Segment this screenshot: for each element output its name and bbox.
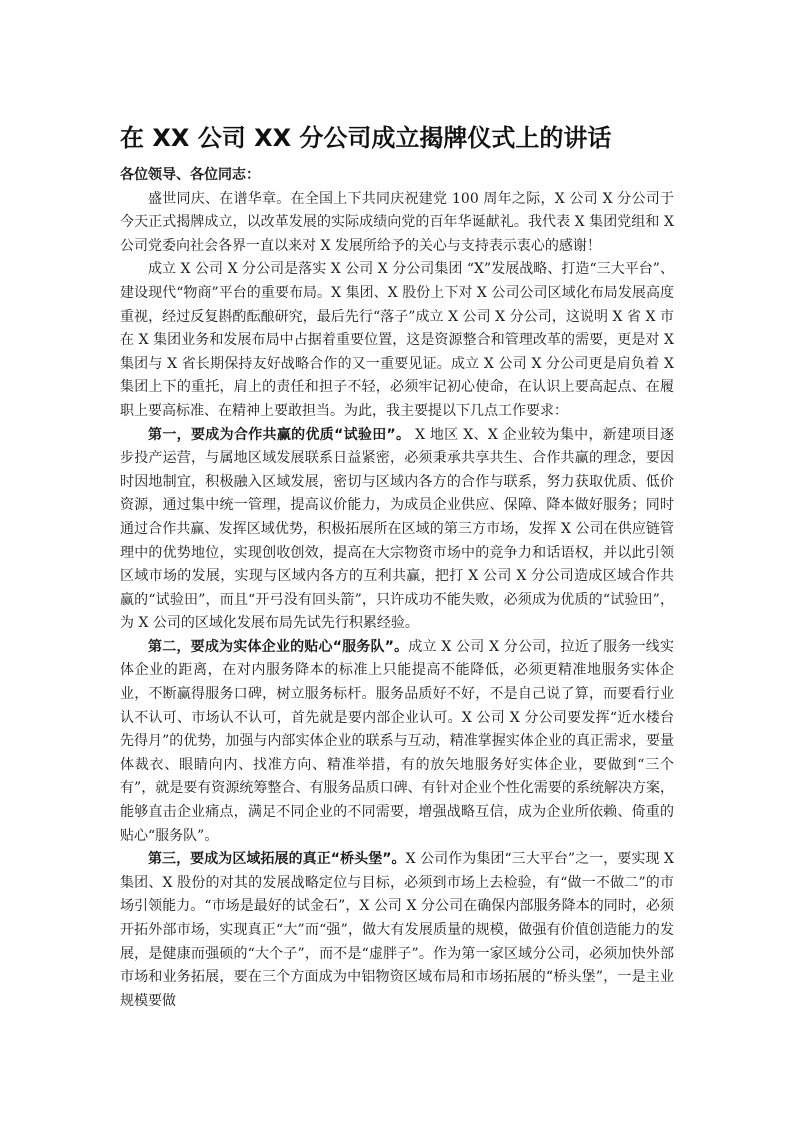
document-title: 在 XX 公司 XX 分公司成立揭牌仪式上的讲话 xyxy=(120,124,612,152)
paragraph-point-three xyxy=(120,848,674,1013)
paragraph-text: 成立 X 公司 X 分公司，拉近了服务一线实体企业的距离，在对内服务降本的标准上只能提高不能降低，必须更精准地服务实体企业，不断赢得服务口碑，树立服务标杆。服务品质好不好，不是自己说了算，而要看行业认不认可、市场认不认可，首先就是要内部企业认可。X 公司 X 分公司要发挥“近水楼台先得月”的优势，加强与内部实体企业的联系与互动，精准掌握实体企业的真正需求，要量体裁衣、眼睛向内、找准方向、精准举措，有的放矢地服务好实体企业，要做到“三个有”，就是要有资源统筹整合、有服务品质口碑、有针对企业个性化需要的系统解决方案，能够直击企业痛点，满足不同企业的不同需要，增强战略互信，成为企业所依赖、倚重的贴心“服务队”。 xyxy=(120,638,675,844)
salutation: 各位领导、各位同志： xyxy=(120,167,260,183)
paragraph-text: 盛世同庆、在谱华章。在全国上下共同庆祝建党 100 周年之际，X 公司 X 分公司于今天正式揭牌成立，以改革发展的实际成绩向党的百年华诞献礼。我代表 X 集团党组和 X 公司党委向社会各界一直以来对 X 发展所给予的关心与支持表示衷心的感谢！ xyxy=(120,190,674,254)
paragraph-context xyxy=(120,258,674,423)
paragraph-point-one xyxy=(120,424,674,636)
paragraph-point-two xyxy=(120,636,674,848)
paragraph-text: X 地区 X、X 企业较为集中，新建项目逐步投产运营，与属地区域发展联系日益紧密，必须秉承共享共生、合作共赢的理念，要因时因地制宜，积极融入区域发展，密切与区域内各方的合作与联系，努力获取优质、低价资源，通过集中统一管理，提高议价能力，为成员企业供应、保障、降本做好服务；同时通过合作共赢、发挥区域优势，积极拓展所在区域的第三方市场，发挥 X 公司在供应链管理中的优势地位，实现创收创效，提高在大宗物资市场中的竞争力和话语权，并以此引领区域市场的发展，实现与区域内各方的互利共赢，把打 X 公司 X 分公司造成区域合作共赢的“试验田”，而且“开弓没有回头箭”，只许成功不能失败，必须成为优质的“试验田”，为 X 公司的区域化发展布局先试先行积累经验。 xyxy=(120,426,675,632)
paragraph-text: 成立 X 公司 X 分公司是落实 X 公司 X 分公司集团 “X”发展战略、打造“三大平台”、建设现代“物商”平台的重要布局。X 集团、X 股份上下对 X 公司公司区域化布局发展高度重视，经过反复斟酌酝酿研究，最后先行“落子”成立 X 公司 X 分公司，这说明 X 省 X 市在 X 集团业务和发展布局中占据着重要位置，这是资源整合和管理改革的需要，更是对 X 集团与 X 省长期保持友好战略合作的又一重要见证。成立 X 公司 X 分公司更是肩负着 X 集团上下的重托，肩上的责任和担子不轻，必须牢记初心使命，在认识上要高起点、在履职上要高标准、在精神上要敢担当。为此，我主要提以下几点工作要求： xyxy=(120,261,674,419)
paragraph-lead: 第三，要成为区域拓展的真正“桥头堡”。 xyxy=(148,851,406,868)
paragraph-text: X 公司作为集团“三大平台”之一，要实现 X 集团、X 股份的对其的发展战略定位与目标，必须到市场上去检验，有“做一不做二”的市场引领能力。“市场是最好的试金石”，X 公司 X 分公司在确保内部服务降本的同时，必须开拓外部市场，实现真正“大”而“强”，做大有发展质量的规模，做强有价值创造能力的发展，是健康而强硕的“大个子”，而不是“虚胖子”。作为第一家区域分公司，必须加快外部市场和业务拓展，要在三个方面成为中铝物资区域布局和市场拓展的“桥头堡”，一是主业规模要做 xyxy=(120,851,674,1009)
document-body xyxy=(120,164,674,1013)
paragraph-lead: 第二，要成为实体企业的贴心“服务队”。 xyxy=(148,638,409,655)
paragraph-opening xyxy=(120,188,674,259)
paragraph-lead: 第一，要成为合作共赢的优质“试验田”。 xyxy=(148,426,411,443)
